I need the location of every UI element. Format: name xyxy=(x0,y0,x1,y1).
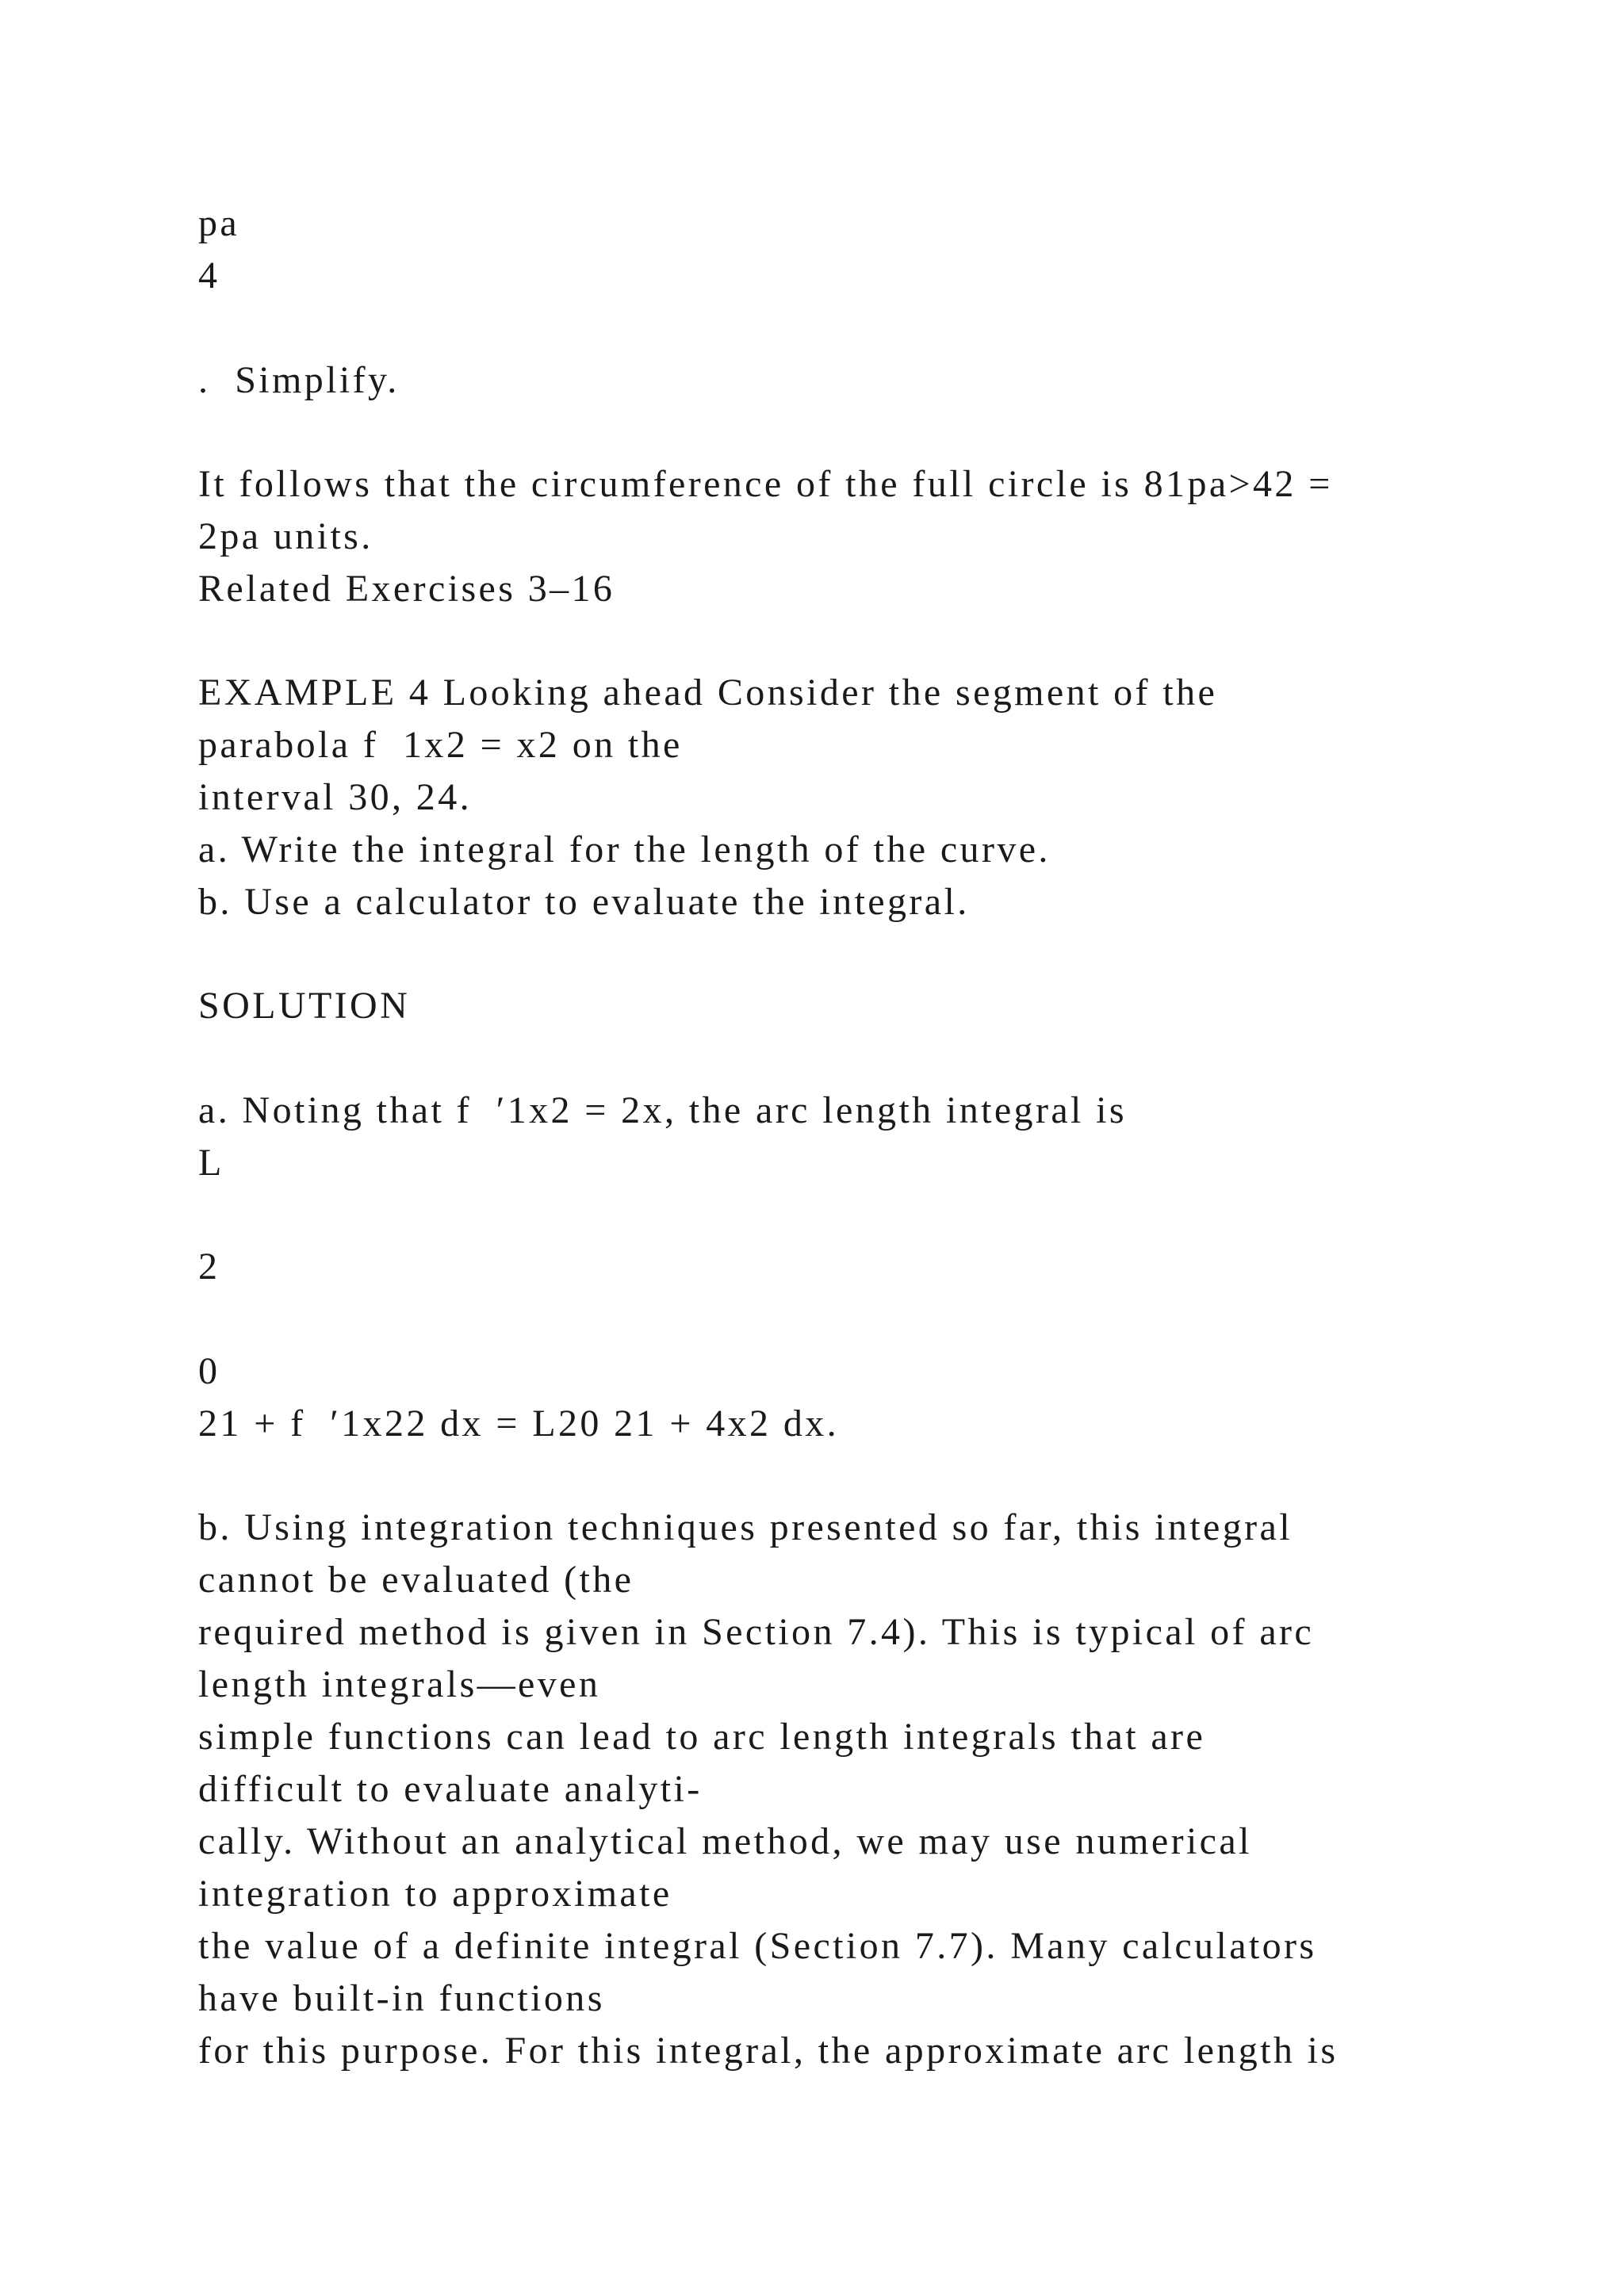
text-line-part-b: b. Use a calculator to evaluate the integral. xyxy=(198,881,970,923)
text-line-0: 0 xyxy=(198,1350,220,1392)
text-line-cally: cally. Without an analytical method, we may use numerical xyxy=(198,1820,1252,1862)
text-line-pa: pa xyxy=(198,202,240,244)
text-line-integration: integration to approximate xyxy=(198,1873,672,1915)
text-line-difficult: difficult to evaluate analyti- xyxy=(198,1768,703,1810)
text-line-part-a: a. Write the integral for the length of the curve. xyxy=(198,828,1051,871)
text-line-circumference: It follows that the circumference of the full circle is 81pa>42 = xyxy=(198,463,1333,505)
text-line-interval: interval 30, 24. xyxy=(198,776,473,818)
text-line-built-in: have built-in functions xyxy=(198,1977,605,2019)
text-line-units: 2pa units. xyxy=(198,515,373,557)
text-line-parabola: parabola f 1x2 = x2 on the xyxy=(198,724,683,766)
text-line-solution-a: a. Noting that f ′1x2 = 2x, the arc length integral is xyxy=(198,1089,1127,1131)
text-line-simple-functions: simple functions can lead to arc length integrals that are xyxy=(198,1716,1206,1758)
example-heading: EXAMPLE 4 Looking ahead Consider the segment of the xyxy=(198,672,1218,714)
text-line-simplify: . Simplify. xyxy=(198,359,400,401)
text-line-4: 4 xyxy=(198,254,220,297)
text-line-purpose: for this purpose. For this integral, the approximate arc length is xyxy=(198,2030,1339,2072)
text-line-2: 2 xyxy=(198,1246,220,1288)
text-line-length-integrals: length integrals—even xyxy=(198,1663,601,1705)
text-line-related-exercises: Related Exercises 3–16 xyxy=(198,568,615,610)
text-line-required-method: required method is given in Section 7.4). This is typical of arc xyxy=(198,1611,1315,1653)
text-line-L: L xyxy=(198,1142,224,1184)
text-line-cannot-evaluate: cannot be evaluated (the xyxy=(198,1559,634,1601)
text-line-definite-integral: the value of a definite integral (Section 7.7). Many calculators xyxy=(198,1925,1317,1967)
text-line-integral: 21 + f ′1x22 dx = L20 21 + 4x2 dx. xyxy=(198,1402,840,1445)
solution-heading: SOLUTION xyxy=(198,985,411,1027)
text-line-solution-b: b. Using integration techniques presented so far, this integral xyxy=(198,1506,1293,1548)
